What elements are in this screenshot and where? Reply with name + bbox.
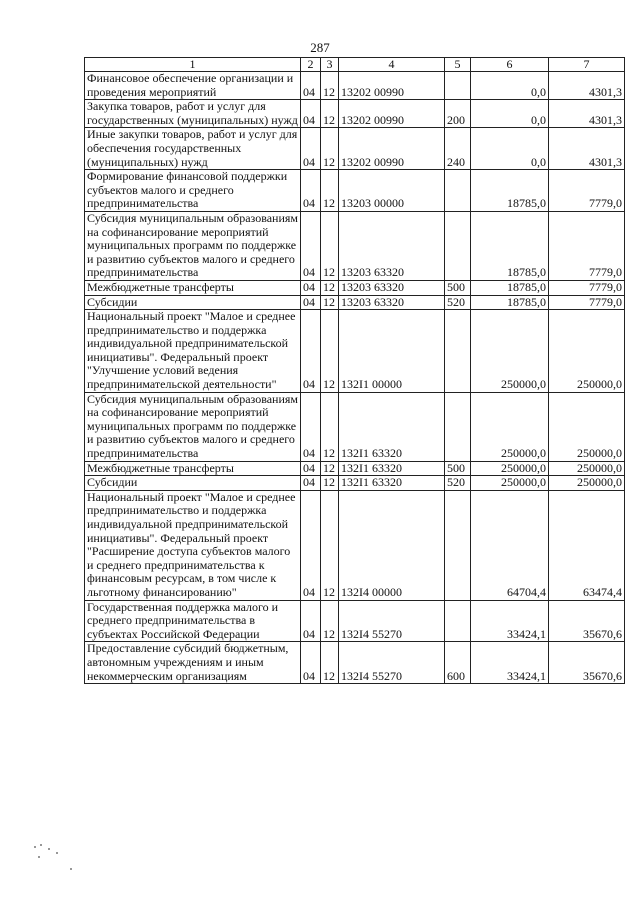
column-header: 4 — [339, 58, 445, 72]
cell-value-col6: 18785,0 — [471, 280, 549, 295]
cell-value-col7: 4301,3 — [549, 128, 625, 170]
cell-value-col7: 7779,0 — [549, 211, 625, 280]
table-row — [85, 392, 625, 461]
cell-rz: 12 — [321, 310, 339, 393]
cell-value-col7: 35670,6 — [549, 600, 625, 642]
cell-rz: 12 — [321, 600, 339, 642]
cell-csr: 132I1 00000 — [339, 310, 445, 393]
cell-gb: 04 — [301, 295, 321, 310]
cell-vr — [445, 211, 471, 280]
cell-name: Субсидия муниципальным образованиям на софинансирование мероприятий муниципальных программ по поддержке и развитию субъектов малого и среднего предпринимательства — [85, 211, 301, 280]
cell-vr: 240 — [445, 128, 471, 170]
column-header: 2 — [301, 58, 321, 72]
cell-name: Субсидия муниципальным образованиям на софинансирование мероприятий муниципальных программ по поддержке и развитию субъектов малого и среднего предпринимательства — [85, 392, 301, 461]
cell-name: Закупка товаров, работ и услуг для государственных (муниципальных) нужд — [85, 100, 301, 128]
cell-vr: 520 — [445, 295, 471, 310]
cell-rz: 12 — [321, 461, 339, 476]
table-row — [85, 100, 625, 128]
cell-gb: 04 — [301, 461, 321, 476]
cell-rz: 12 — [321, 642, 339, 684]
cell-value-col7: 7779,0 — [549, 280, 625, 295]
cell-value-col7: 250000,0 — [549, 461, 625, 476]
cell-value-col6: 250000,0 — [471, 392, 549, 461]
table-row — [85, 600, 625, 642]
cell-gb: 04 — [301, 476, 321, 491]
cell-value-col7: 7779,0 — [549, 295, 625, 310]
cell-value-col6: 0,0 — [471, 72, 549, 100]
table-body — [85, 72, 625, 684]
cell-rz: 12 — [321, 476, 339, 491]
cell-gb: 04 — [301, 72, 321, 100]
cell-rz: 12 — [321, 295, 339, 310]
cell-csr: 13203 63320 — [339, 280, 445, 295]
cell-name: Формирование финансовой поддержки субъектов малого и среднего предпринимательства — [85, 170, 301, 212]
column-header: 6 — [471, 58, 549, 72]
table-row — [85, 461, 625, 476]
cell-csr: 132I1 63320 — [339, 476, 445, 491]
cell-value-col6: 33424,1 — [471, 600, 549, 642]
cell-value-col6: 250000,0 — [471, 461, 549, 476]
table-row — [85, 128, 625, 170]
cell-csr: 13202 00990 — [339, 100, 445, 128]
cell-rz: 12 — [321, 392, 339, 461]
cell-vr: 500 — [445, 461, 471, 476]
page-number: 287 — [310, 40, 330, 55]
cell-value-col6: 18785,0 — [471, 295, 549, 310]
cell-csr: 132I4 55270 — [339, 642, 445, 684]
cell-csr: 13203 63320 — [339, 211, 445, 280]
table-header-row — [85, 58, 625, 72]
table-row — [85, 280, 625, 295]
cell-csr: 132I4 00000 — [339, 490, 445, 600]
cell-value-col7: 7779,0 — [549, 170, 625, 212]
cell-name: Межбюджетные трансферты — [85, 461, 301, 476]
cell-csr: 13202 00990 — [339, 72, 445, 100]
cell-vr — [445, 310, 471, 393]
cell-csr: 132I4 55270 — [339, 600, 445, 642]
cell-value-col6: 33424,1 — [471, 642, 549, 684]
cell-value-col6: 250000,0 — [471, 310, 549, 393]
cell-gb: 04 — [301, 310, 321, 393]
cell-value-col6: 0,0 — [471, 128, 549, 170]
cell-vr: 500 — [445, 280, 471, 295]
cell-gb: 04 — [301, 600, 321, 642]
cell-vr — [445, 600, 471, 642]
cell-name: Субсидии — [85, 295, 301, 310]
column-header: 7 — [549, 58, 625, 72]
cell-value-col7: 4301,3 — [549, 72, 625, 100]
cell-csr: 13202 00990 — [339, 128, 445, 170]
cell-rz: 12 — [321, 100, 339, 128]
cell-name: Иные закупки товаров, работ и услуг для обеспечения государственных (муниципальных) нужд — [85, 128, 301, 170]
cell-vr — [445, 170, 471, 212]
table-row — [85, 490, 625, 600]
cell-value-col7: 250000,0 — [549, 476, 625, 491]
table-row — [85, 295, 625, 310]
table-row — [85, 211, 625, 280]
cell-rz: 12 — [321, 490, 339, 600]
column-header: 3 — [321, 58, 339, 72]
table-row — [85, 170, 625, 212]
cell-gb: 04 — [301, 392, 321, 461]
column-header: 5 — [445, 58, 471, 72]
cell-vr — [445, 72, 471, 100]
cell-vr: 520 — [445, 476, 471, 491]
cell-gb: 04 — [301, 490, 321, 600]
cell-rz: 12 — [321, 128, 339, 170]
cell-vr: 600 — [445, 642, 471, 684]
cell-value-col7: 250000,0 — [549, 310, 625, 393]
cell-rz: 12 — [321, 211, 339, 280]
cell-vr — [445, 490, 471, 600]
cell-gb: 04 — [301, 642, 321, 684]
cell-name: Межбюджетные трансферты — [85, 280, 301, 295]
cell-gb: 04 — [301, 280, 321, 295]
table-row — [85, 476, 625, 491]
cell-gb: 04 — [301, 100, 321, 128]
cell-value-col7: 4301,3 — [549, 100, 625, 128]
cell-value-col7: 63474,4 — [549, 490, 625, 600]
cell-vr — [445, 392, 471, 461]
cell-vr: 200 — [445, 100, 471, 128]
cell-value-col6: 18785,0 — [471, 170, 549, 212]
cell-value-col6: 0,0 — [471, 100, 549, 128]
cell-name: Государственная поддержка малого и среднего предпринимательства в субъектах Российской Федерации — [85, 600, 301, 642]
cell-name: Финансовое обеспечение организации и проведения мероприятий — [85, 72, 301, 100]
cell-value-col6: 18785,0 — [471, 211, 549, 280]
cell-name: Субсидии — [85, 476, 301, 491]
table-row — [85, 310, 625, 393]
cell-value-col6: 64704,4 — [471, 490, 549, 600]
table-row — [85, 642, 625, 684]
cell-value-col7: 250000,0 — [549, 392, 625, 461]
cell-rz: 12 — [321, 280, 339, 295]
cell-gb: 04 — [301, 128, 321, 170]
cell-rz: 12 — [321, 72, 339, 100]
cell-csr: 13203 63320 — [339, 295, 445, 310]
cell-csr: 132I1 63320 — [339, 392, 445, 461]
cell-name: Национальный проект "Малое и среднее предпринимательство и поддержка индивидуальной предпринимательской инициативы". Федеральный проект "Расширение доступа субъектов малого и среднего предпринимательства к финансовым ресурсам, в том числе к льготному финансированию" — [85, 490, 301, 600]
cell-name: Национальный проект "Малое и среднее предпринимательство и поддержка индивидуальной предпринимательской инициативы". Федеральный проект "Улучшение условий ведения предпринимательской деятельности" — [85, 310, 301, 393]
cell-csr: 13203 00000 — [339, 170, 445, 212]
cell-value-col6: 250000,0 — [471, 476, 549, 491]
cell-name: Предоставление субсидий бюджетным, автономным учреждениям и иным некоммерческим организациям — [85, 642, 301, 684]
cell-csr: 132I1 63320 — [339, 461, 445, 476]
table-row — [85, 72, 625, 100]
scan-artifact — [30, 840, 90, 880]
cell-gb: 04 — [301, 170, 321, 212]
cell-value-col7: 35670,6 — [549, 642, 625, 684]
cell-gb: 04 — [301, 211, 321, 280]
budget-table — [84, 57, 625, 684]
cell-rz: 12 — [321, 170, 339, 212]
column-header: 1 — [85, 58, 301, 72]
